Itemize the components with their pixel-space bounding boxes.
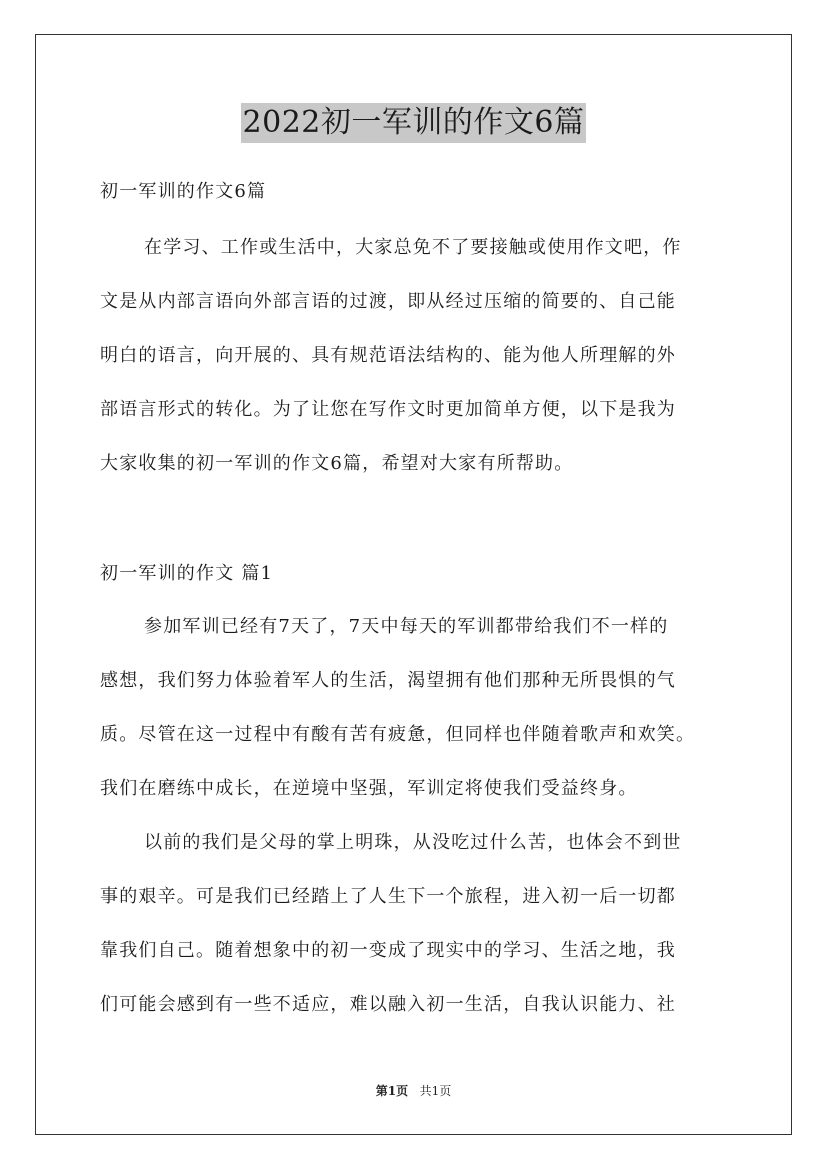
section-heading: 初一军训的作文 篇1: [100, 563, 274, 584]
paragraph-line: 事的艰辛。可是我们已经踏上了人生下一个旅程，进入初一后一切都: [100, 886, 676, 907]
paragraph-line: 靠我们自己。随着想象中的初一变成了现实中的学习、生活之地，我: [100, 940, 676, 961]
page-total: 共1页: [419, 1084, 452, 1098]
page-footer: [0, 1083, 827, 1099]
title-container: [0, 103, 827, 143]
intro-line: 文是从内部言语向外部言语的过渡，即从经过压缩的简要的、自己能: [100, 291, 676, 312]
paragraph-line: 以前的我们是父母的掌上明珠，从没吃过什么苦，也体会不到世: [144, 832, 682, 853]
paragraph-line: 感想，我们努力体验着军人的生活，渴望拥有他们那种无所畏惧的气: [100, 670, 676, 691]
subtitle: 初一军训的作文6篇: [100, 181, 267, 202]
page-number: 第1页: [375, 1084, 409, 1098]
intro-line: 部语言形式的转化。为了让您在写作文时更加简单方便，以下是我为: [100, 399, 676, 420]
paragraph-line: 我们在磨练中成长，在逆境中坚强，军训定将使我们受益终身。: [100, 778, 638, 799]
document-title: 2022初一军训的作文6篇: [241, 103, 587, 143]
paragraph-line: 们可能会感到有一些不适应，难以融入初一生活，自我认识能力、社: [100, 994, 676, 1015]
paragraph-line: 质。尽管在这一过程中有酸有苦有疲惫，但同样也伴随着歌声和欢笑。: [100, 724, 696, 745]
intro-line: 大家收集的初一军训的作文6篇，希望对大家有所帮助。: [100, 453, 574, 474]
paragraph-line: 参加军训已经有7天了，7天中每天的军训都带给我们不一样的: [144, 616, 669, 637]
intro-line: 在学习、工作或生活中，大家总免不了要接触或使用作文吧，作: [144, 237, 682, 258]
intro-line: 明白的语言，向开展的、具有规范语法结构的、能为他人所理解的外: [100, 345, 676, 366]
